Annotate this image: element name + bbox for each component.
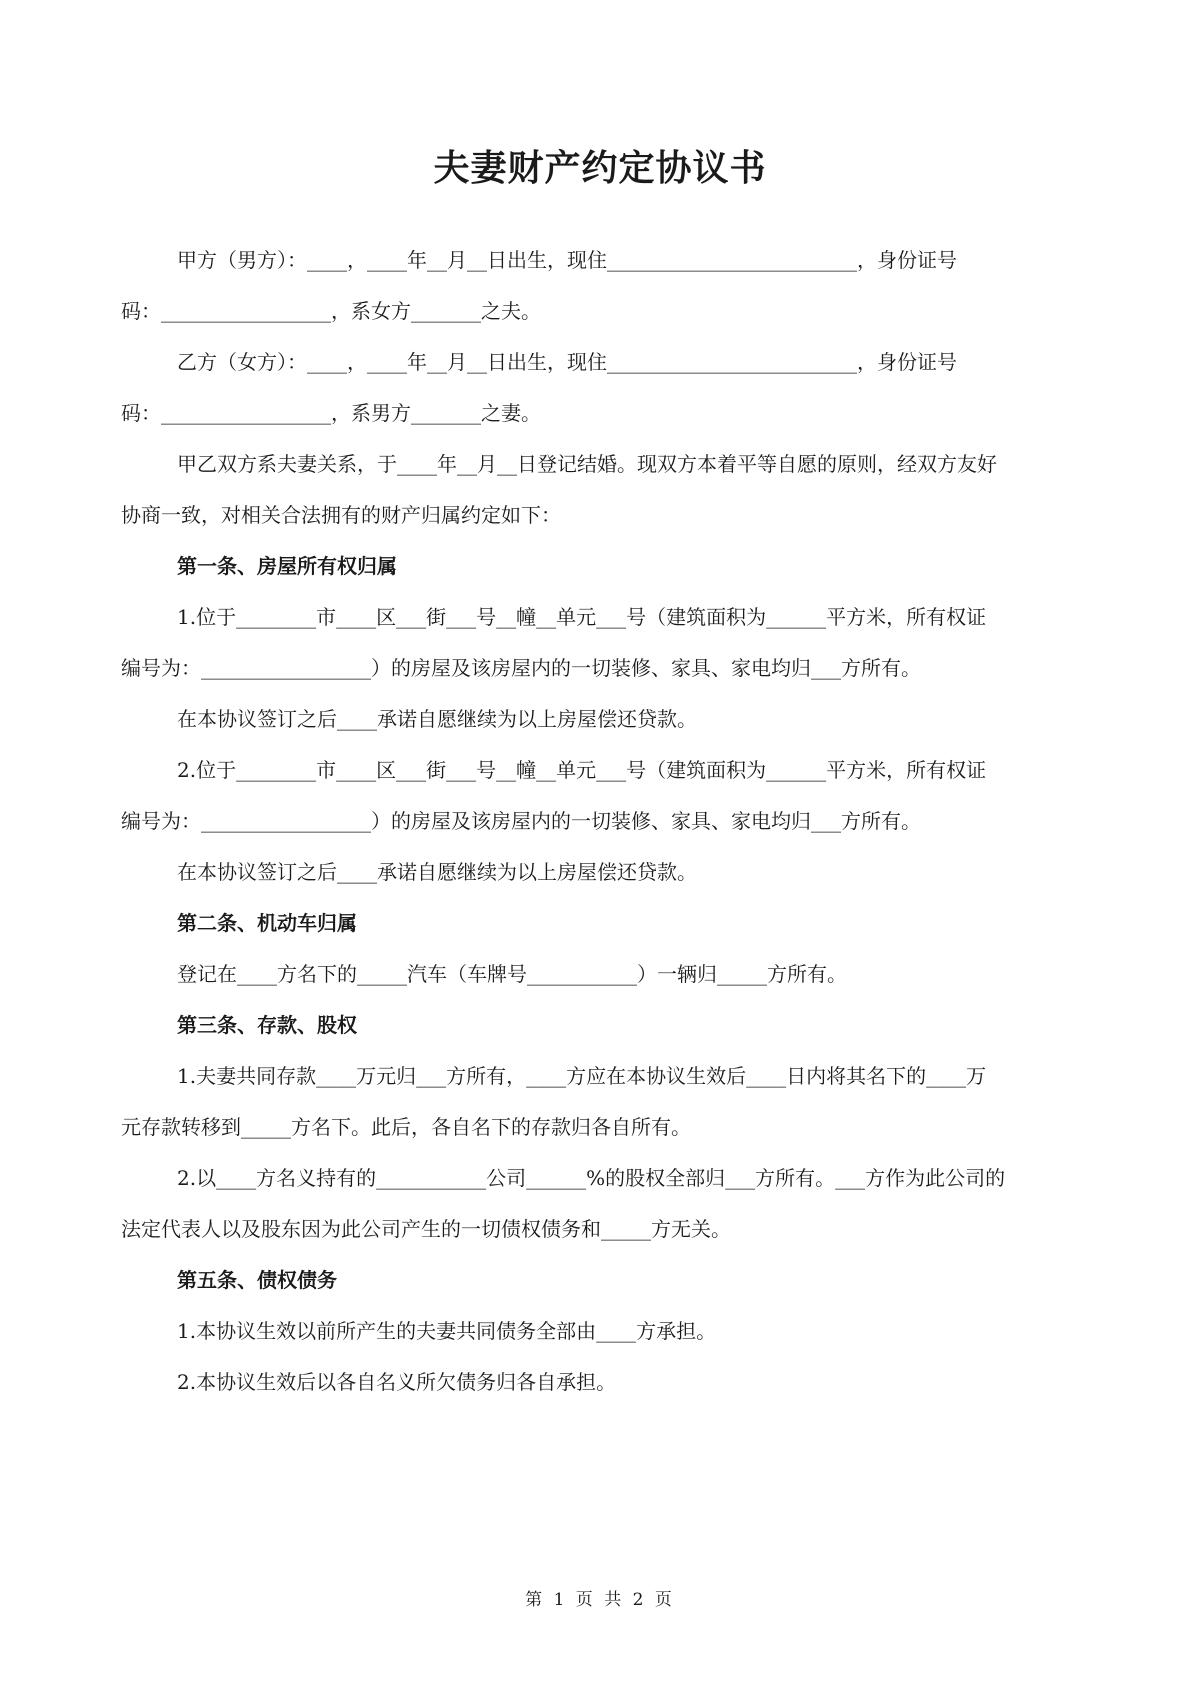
article-3-heading: 第三条、存款、股权: [177, 1013, 357, 1037]
party-b-line-1: 乙方（女方）：____，____年__月__日出生，现住_________________________，身份证号: [177, 350, 957, 374]
article-1-item-1-line-2: 编号为：_________________）的房屋及该房屋内的一切装修、家具、家电均归___方所有。: [121, 656, 921, 680]
article-5-heading: 第五条、债权债务: [177, 1268, 337, 1292]
article-1-heading: 第一条、房屋所有权归属: [177, 554, 397, 578]
article-3-item-1-line-1: 1.夫妻共同存款____万元归___方所有，____方应在本协议生效后____日内将其名下的____万: [177, 1064, 987, 1088]
article-3-item-1-line-2: 元存款转移到_____方名下。此后，各自名下的存款归各自所有。: [121, 1115, 691, 1139]
article-1-item-2-line-2: 编号为：_________________）的房屋及该房屋内的一切装修、家具、家电均归___方所有。: [121, 809, 921, 833]
preamble-line-1: 甲乙双方系夫妻关系，于____年__月__日登记结婚。现双方本着平等自愿的原则，经双方友好: [177, 452, 997, 476]
article-3-item-2-line-2: 法定代表人以及股东因为此公司产生的一切债权债务和_____方无关。: [121, 1217, 731, 1241]
article-1-item-2-loan: 在本协议签订之后____承诺自愿继续为以上房屋偿还贷款。: [177, 860, 697, 884]
article-5-item-2: 2.本协议生效后以各自名义所欠债务归各自承担。: [177, 1370, 617, 1394]
party-a-line-1: 甲方（男方）：____，____年__月__日出生，现住_________________________，身份证号: [177, 248, 957, 272]
page-number-footer: 第 1 页 共 2 页: [525, 1590, 675, 1610]
document-title: 夫妻财产约定协议书: [433, 147, 767, 189]
article-1-item-1-loan: 在本协议签订之后____承诺自愿继续为以上房屋偿还贷款。: [177, 707, 697, 731]
preamble-line-2: 协商一致，对相关合法拥有的财产归属约定如下：: [121, 503, 561, 527]
party-b-line-2: 码：_________________，系男方_______之妻。: [121, 401, 541, 425]
party-a-line-2: 码：_________________，系女方_______之夫。: [121, 299, 541, 323]
article-1-item-2-line-1: 2.位于________市____区___街___号__幢__单元___号（建筑面积为______平方米，所有权证: [177, 758, 987, 782]
article-2-heading: 第二条、机动车归属: [177, 911, 357, 935]
article-3-item-2-line-1: 2.以____方名义持有的___________公司______%的股权全部归___方所有。___方作为此公司的: [177, 1166, 1006, 1190]
article-1-item-1-line-1: 1.位于________市____区___街___号__幢__单元___号（建筑面积为______平方米，所有权证: [177, 605, 987, 629]
article-5-item-1: 1.本协议生效以前所产生的夫妻共同债务全部由____方承担。: [177, 1319, 717, 1343]
article-2-vehicle-line: 登记在____方名下的_____汽车（车牌号___________）一辆归_____方所有。: [177, 962, 847, 986]
